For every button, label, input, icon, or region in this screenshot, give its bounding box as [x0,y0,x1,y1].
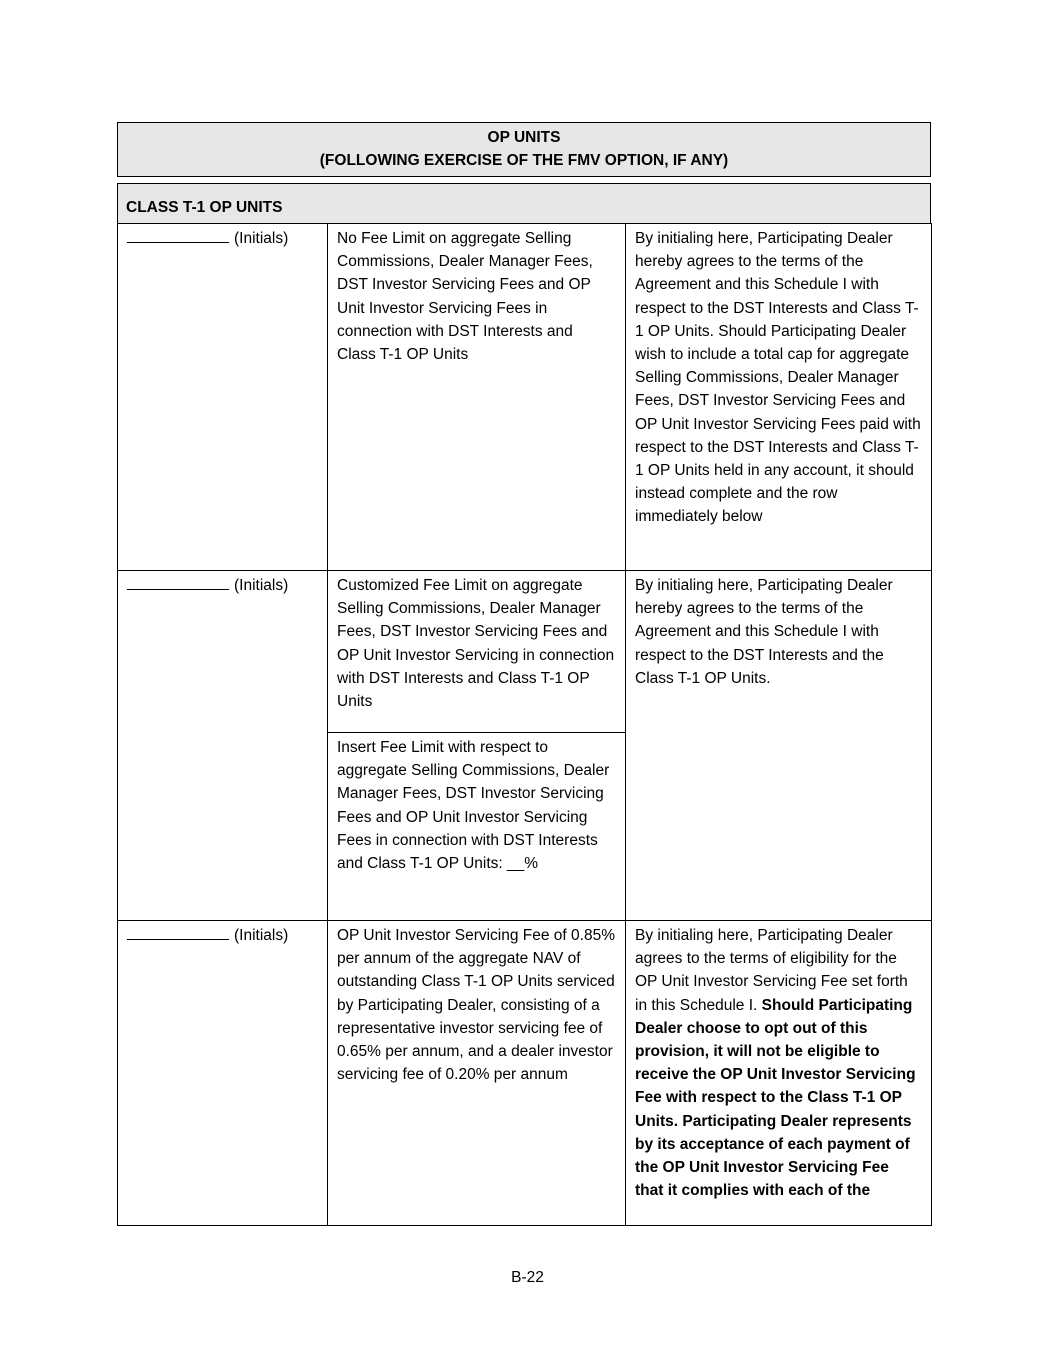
fee-description-text: OP Unit Investor Servicing Fee of 0.85% per annum of the aggregate NAV of outstanding Class T-1 OP Units serviced by Participating Dealer, consisting of a representative investor servicing fee of 0.65% per annum, and a dealer investor servicing fee of 0.20% per annum [337,927,615,1084]
op-units-table [117,122,931,1226]
agreement-text-bold: Should Participating Dealer choose to opt out of this provision, it will not be eligible to receive the OP Unit Investor Servicing Fee with respect to the Class T-1 OP Units. Participating Dealer represents by its acceptance of each payment of the OP Unit Investor Servicing Fee that it complies with each of the [635,996,916,1200]
initials-cell [118,224,328,571]
initials-cell [118,921,328,1226]
initials-blank-line [127,925,229,940]
initials-blank-line [127,228,229,243]
initials-blank-line [127,575,229,590]
agreement-cell [626,921,932,1226]
agreement-cell [626,224,932,571]
agreement-text: By initialing here, Participating Dealer hereby agrees to the terms of the Agreement and this Schedule I with respect to the DST Interests and Class T-1 OP Units. Should Participating Dealer wish to include a total cap for aggregate Selling Commissions, Dealer Manager Fees, DST Investor Servicing Fees and OP Unit Investor Servicing Fees paid with respect to the DST Interests and Class T-1 OP Units held in any account, it should instead complete and the row immediately below [635,230,921,526]
table-row-investor-servicing-fee [118,921,932,1226]
fee-description-text: No Fee Limit on aggregate Selling Commissions, Dealer Manager Fees, DST Investor Servicing Fees and OP Unit Investor Servicing Fees in connection with DST Interests and Class T-1 OP Units [337,230,593,364]
table-title-line2: (FOLLOWING EXERCISE OF THE FMV OPTION, IF ANY) [319,152,729,169]
agreement-text-plain: By initialing here, Participating Dealer agrees to the terms of eligibility for the OP Unit Investor Servicing Fee set forth in this Schedule I. [635,927,908,1014]
fee-options-table [117,223,932,1226]
fee-description-cell [328,571,626,733]
agreement-text: By initialing here, Participating Dealer hereby agrees to the terms of the Agreement and this Schedule I with respect to the DST Interests and the Class T-1 OP Units. [635,577,893,687]
table-title-line1: OP UNITS [487,129,561,146]
table-row-no-fee-limit [118,224,932,571]
agreement-cell [626,571,932,921]
fee-limit-insert-text: Insert Fee Limit with respect to aggregate Selling Commissions, Dealer Manager Fees, DST Investor Servicing Fees and OP Unit Investor Servicing Fees in connection with DST Interests and Class T-1 OP Units: __% [337,739,610,873]
fee-description-cell [328,224,626,571]
fee-limit-insert-cell [328,733,626,921]
fee-description-text: Customized Fee Limit on aggregate Selling Commissions, Dealer Manager Fees, DST Investor Servicing Fees and OP Unit Investor Servicing in connection with DST Interests and Class T-1 OP Units [337,577,615,711]
table-header [117,122,931,177]
section-title: CLASS T-1 OP UNITS [126,199,283,216]
table-row-customized-fee-limit [118,571,932,733]
initials-label: (Initials) [234,577,289,594]
initials-label: (Initials) [234,927,289,944]
fee-description-cell [328,921,626,1226]
initials-cell [118,571,328,921]
initials-label: (Initials) [234,230,289,247]
section-header [117,183,931,224]
page-number: B-22 [511,1269,544,1286]
